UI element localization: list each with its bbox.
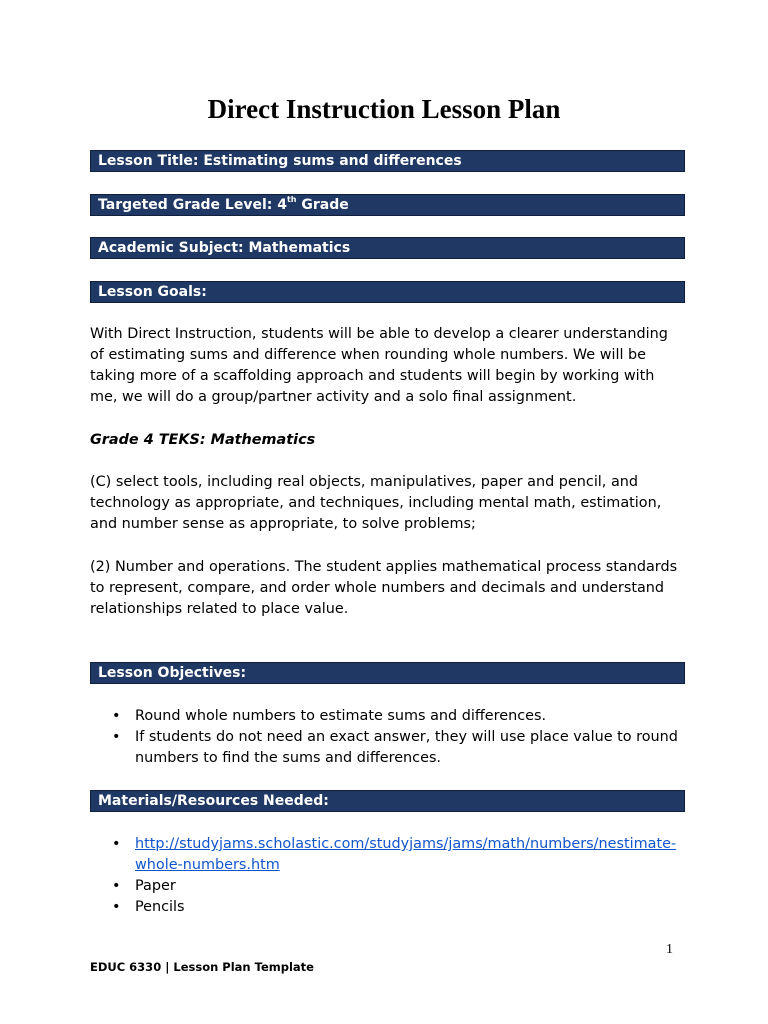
- material-text: Paper: [135, 878, 176, 894]
- studyjams-link[interactable]: http://studyjams.scholastic.com/studyjams/jams/math/numbers/nestimate-whole-numbers.htm: [135, 836, 677, 873]
- list-item: [90, 727, 680, 769]
- list-item: [90, 834, 680, 876]
- material-text: Pencils: [135, 899, 185, 915]
- bullet-icon: •: [112, 708, 121, 724]
- bullet-icon: •: [112, 878, 121, 894]
- page-footer: EDUC 6330 | Lesson Plan Template: [90, 960, 314, 974]
- page-number: 1: [666, 942, 673, 957]
- grade-level-bar: [90, 194, 685, 216]
- academic-subject-bar: Academic Subject: Mathematics: [90, 237, 685, 259]
- grade-level-superscript: th: [286, 195, 297, 205]
- page-title: Direct Instruction Lesson Plan: [207, 94, 561, 124]
- bullet-icon: •: [112, 836, 121, 852]
- list-item: [90, 876, 680, 897]
- objective-text: Round whole numbers to estimate sums and differences.: [135, 708, 547, 724]
- grade-level-prefix: Targeted Grade Level: 4: [98, 197, 287, 213]
- bullet-icon: •: [112, 729, 121, 745]
- list-item: [90, 706, 680, 727]
- lesson-title-bar: Lesson Title: Estimating sums and differences: [90, 150, 685, 172]
- lesson-objectives-bar: Lesson Objectives:: [90, 662, 685, 684]
- objective-text: If students do not need an exact answer, they will use place value to round numbers to find the sums and differences.: [135, 729, 678, 766]
- list-item: [90, 897, 680, 918]
- teks-heading: Grade 4 TEKS: Mathematics: [90, 432, 316, 448]
- objectives-list: [90, 706, 680, 769]
- teks-2-paragraph: (2) Number and operations. The student applies mathematical process standards to represent, compare, and order whole numbers and decimals and understand relationships related to place value.: [90, 559, 678, 617]
- lesson-goals-bar: Lesson Goals:: [90, 281, 685, 303]
- teks-c-paragraph: (C) select tools, including real objects, manipulatives, paper and pencil, and technology as appropriate, and techniques, including mental math, estimation, and number sense as appropriate, to solve problems;: [90, 474, 662, 532]
- materials-bar: Materials/Resources Needed:: [90, 790, 685, 812]
- goals-paragraph: With Direct Instruction, students will be able to develop a clearer understanding of estimating sums and difference when rounding whole numbers. We will be taking more of a scaffolding approach and students will begin by working with me, we will do a group/partner activity and a solo final assignment.: [90, 326, 668, 405]
- bullet-icon: •: [112, 899, 121, 915]
- grade-level-suffix: Grade: [296, 197, 349, 213]
- materials-list: [90, 834, 680, 918]
